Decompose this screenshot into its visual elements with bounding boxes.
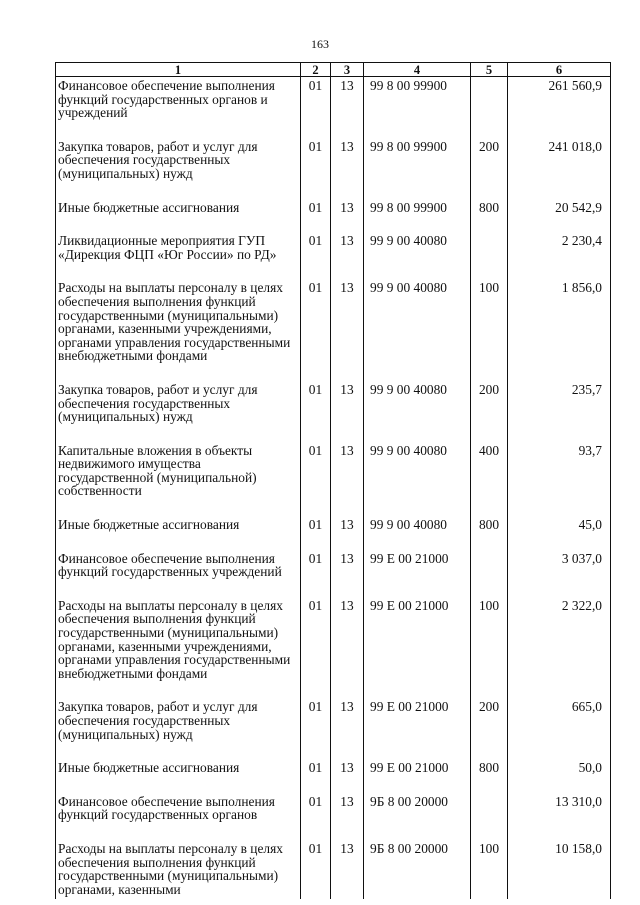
- amount-cell: 261 560,9: [508, 77, 611, 135]
- subsection-cell: 13: [331, 513, 364, 547]
- section-cell: 01: [301, 135, 331, 196]
- expense-type-cell: 100: [471, 594, 508, 696]
- expense-name-cell: Иные бюджетные ассигнования: [56, 196, 301, 230]
- expense-type-cell: 100: [471, 276, 508, 378]
- target-article-cell: 99 Е 00 21000: [364, 594, 471, 696]
- table-row: [56, 276, 611, 378]
- column-header: 5: [471, 63, 508, 77]
- subsection-cell: 13: [331, 756, 364, 790]
- subsection-cell: 13: [331, 594, 364, 696]
- section-cell: 01: [301, 439, 331, 513]
- table-header-row: [56, 63, 611, 77]
- subsection-cell: 13: [331, 378, 364, 439]
- amount-cell: 20 542,9: [508, 196, 611, 230]
- table-row: [56, 229, 611, 276]
- section-cell: 01: [301, 594, 331, 696]
- subsection-cell: 13: [331, 695, 364, 756]
- subsection-cell: 13: [331, 547, 364, 594]
- amount-cell: 241 018,0: [508, 135, 611, 196]
- expense-type-cell: 200: [471, 695, 508, 756]
- expense-type-cell: 200: [471, 378, 508, 439]
- column-header: 2: [301, 63, 331, 77]
- section-cell: 01: [301, 756, 331, 790]
- column-header: 4: [364, 63, 471, 77]
- section-cell: 01: [301, 276, 331, 378]
- table-row: [56, 695, 611, 756]
- expense-type-cell: [471, 229, 508, 276]
- expense-type-cell: 200: [471, 135, 508, 196]
- target-article-cell: 9Б 8 00 20000: [364, 837, 471, 899]
- amount-cell: 2 322,0: [508, 594, 611, 696]
- target-article-cell: 99 Е 00 21000: [364, 756, 471, 790]
- table-row: [56, 790, 611, 837]
- target-article-cell: 99 8 00 99900: [364, 77, 471, 135]
- table-row: [56, 77, 611, 135]
- table-row: [56, 837, 611, 899]
- subsection-cell: 13: [331, 837, 364, 899]
- subsection-cell: 13: [331, 229, 364, 276]
- table-row: [56, 196, 611, 230]
- target-article-cell: 99 9 00 40080: [364, 229, 471, 276]
- amount-cell: 45,0: [508, 513, 611, 547]
- amount-cell: 665,0: [508, 695, 611, 756]
- expense-type-cell: [471, 790, 508, 837]
- expense-name-cell: Расходы на выплаты персоналу в целях обеспечения выполнения функций государственными (муниципальными) органами, казенными учреждениями, органами управления государственными внебюджетными фондами: [56, 594, 301, 696]
- expense-name-cell: Иные бюджетные ассигнования: [56, 756, 301, 790]
- amount-cell: 10 158,0: [508, 837, 611, 899]
- amount-cell: 3 037,0: [508, 547, 611, 594]
- expense-name-cell: Закупка товаров, работ и услуг для обеспечения государственных (муниципальных) нужд: [56, 135, 301, 196]
- section-cell: 01: [301, 229, 331, 276]
- section-cell: 01: [301, 837, 331, 899]
- target-article-cell: 99 8 00 99900: [364, 196, 471, 230]
- target-article-cell: 99 9 00 40080: [364, 276, 471, 378]
- target-article-cell: 99 Е 00 21000: [364, 695, 471, 756]
- column-header: 6: [508, 63, 611, 77]
- table-row: [56, 513, 611, 547]
- target-article-cell: 99 8 00 99900: [364, 135, 471, 196]
- expense-name-cell: Финансовое обеспечение выполнения функций государственных учреждений: [56, 547, 301, 594]
- amount-cell: 50,0: [508, 756, 611, 790]
- amount-cell: 235,7: [508, 378, 611, 439]
- target-article-cell: 99 9 00 40080: [364, 513, 471, 547]
- expense-name-cell: Закупка товаров, работ и услуг для обеспечения государственных (муниципальных) нужд: [56, 695, 301, 756]
- expense-name-cell: Финансовое обеспечение выполнения функций государственных органов и учреждений: [56, 77, 301, 135]
- section-cell: 01: [301, 513, 331, 547]
- expense-name-cell: Закупка товаров, работ и услуг для обеспечения государственных (муниципальных) нужд: [56, 378, 301, 439]
- subsection-cell: 13: [331, 790, 364, 837]
- expense-type-cell: 100: [471, 837, 508, 899]
- table-row: [56, 756, 611, 790]
- column-header: 1: [56, 63, 301, 77]
- expense-name-cell: Ликвидационные мероприятия ГУП «Дирекция ФЦП «Юг России» по РД»: [56, 229, 301, 276]
- page-number: 163: [311, 37, 329, 51]
- expense-type-cell: 800: [471, 756, 508, 790]
- expense-name-cell: Иные бюджетные ассигнования: [56, 513, 301, 547]
- table-row: [56, 439, 611, 513]
- budget-table: [55, 62, 611, 899]
- target-article-cell: 99 9 00 40080: [364, 378, 471, 439]
- expense-name-cell: Расходы на выплаты персоналу в целях обеспечения выполнения функций государственными (муниципальными) органами, казенными: [56, 837, 301, 899]
- section-cell: 01: [301, 378, 331, 439]
- expense-name-cell: Финансовое обеспечение выполнения функций государственных органов: [56, 790, 301, 837]
- amount-cell: 1 856,0: [508, 276, 611, 378]
- expense-name-cell: Расходы на выплаты персоналу в целях обеспечения выполнения функций государственными (муниципальными) органами, казенными учреждениями, органами управления государственными внебюджетными фондами: [56, 276, 301, 378]
- section-cell: 01: [301, 77, 331, 135]
- amount-cell: 2 230,4: [508, 229, 611, 276]
- table-row: [56, 378, 611, 439]
- expense-type-cell: 800: [471, 196, 508, 230]
- table-row: [56, 135, 611, 196]
- expense-name-cell: Капитальные вложения в объекты недвижимого имущества государственной (муниципальной) собственности: [56, 439, 301, 513]
- subsection-cell: 13: [331, 276, 364, 378]
- target-article-cell: 9Б 8 00 20000: [364, 790, 471, 837]
- expense-type-cell: 400: [471, 439, 508, 513]
- section-cell: 01: [301, 695, 331, 756]
- table-body: [56, 77, 611, 900]
- table-row: [56, 594, 611, 696]
- target-article-cell: 99 9 00 40080: [364, 439, 471, 513]
- expense-type-cell: 800: [471, 513, 508, 547]
- expense-type-cell: [471, 547, 508, 594]
- section-cell: 01: [301, 547, 331, 594]
- subsection-cell: 13: [331, 77, 364, 135]
- amount-cell: 93,7: [508, 439, 611, 513]
- expense-type-cell: [471, 77, 508, 135]
- table-row: [56, 547, 611, 594]
- subsection-cell: 13: [331, 439, 364, 513]
- section-cell: 01: [301, 790, 331, 837]
- subsection-cell: 13: [331, 196, 364, 230]
- column-header: 3: [331, 63, 364, 77]
- target-article-cell: 99 Е 00 21000: [364, 547, 471, 594]
- amount-cell: 13 310,0: [508, 790, 611, 837]
- section-cell: 01: [301, 196, 331, 230]
- subsection-cell: 13: [331, 135, 364, 196]
